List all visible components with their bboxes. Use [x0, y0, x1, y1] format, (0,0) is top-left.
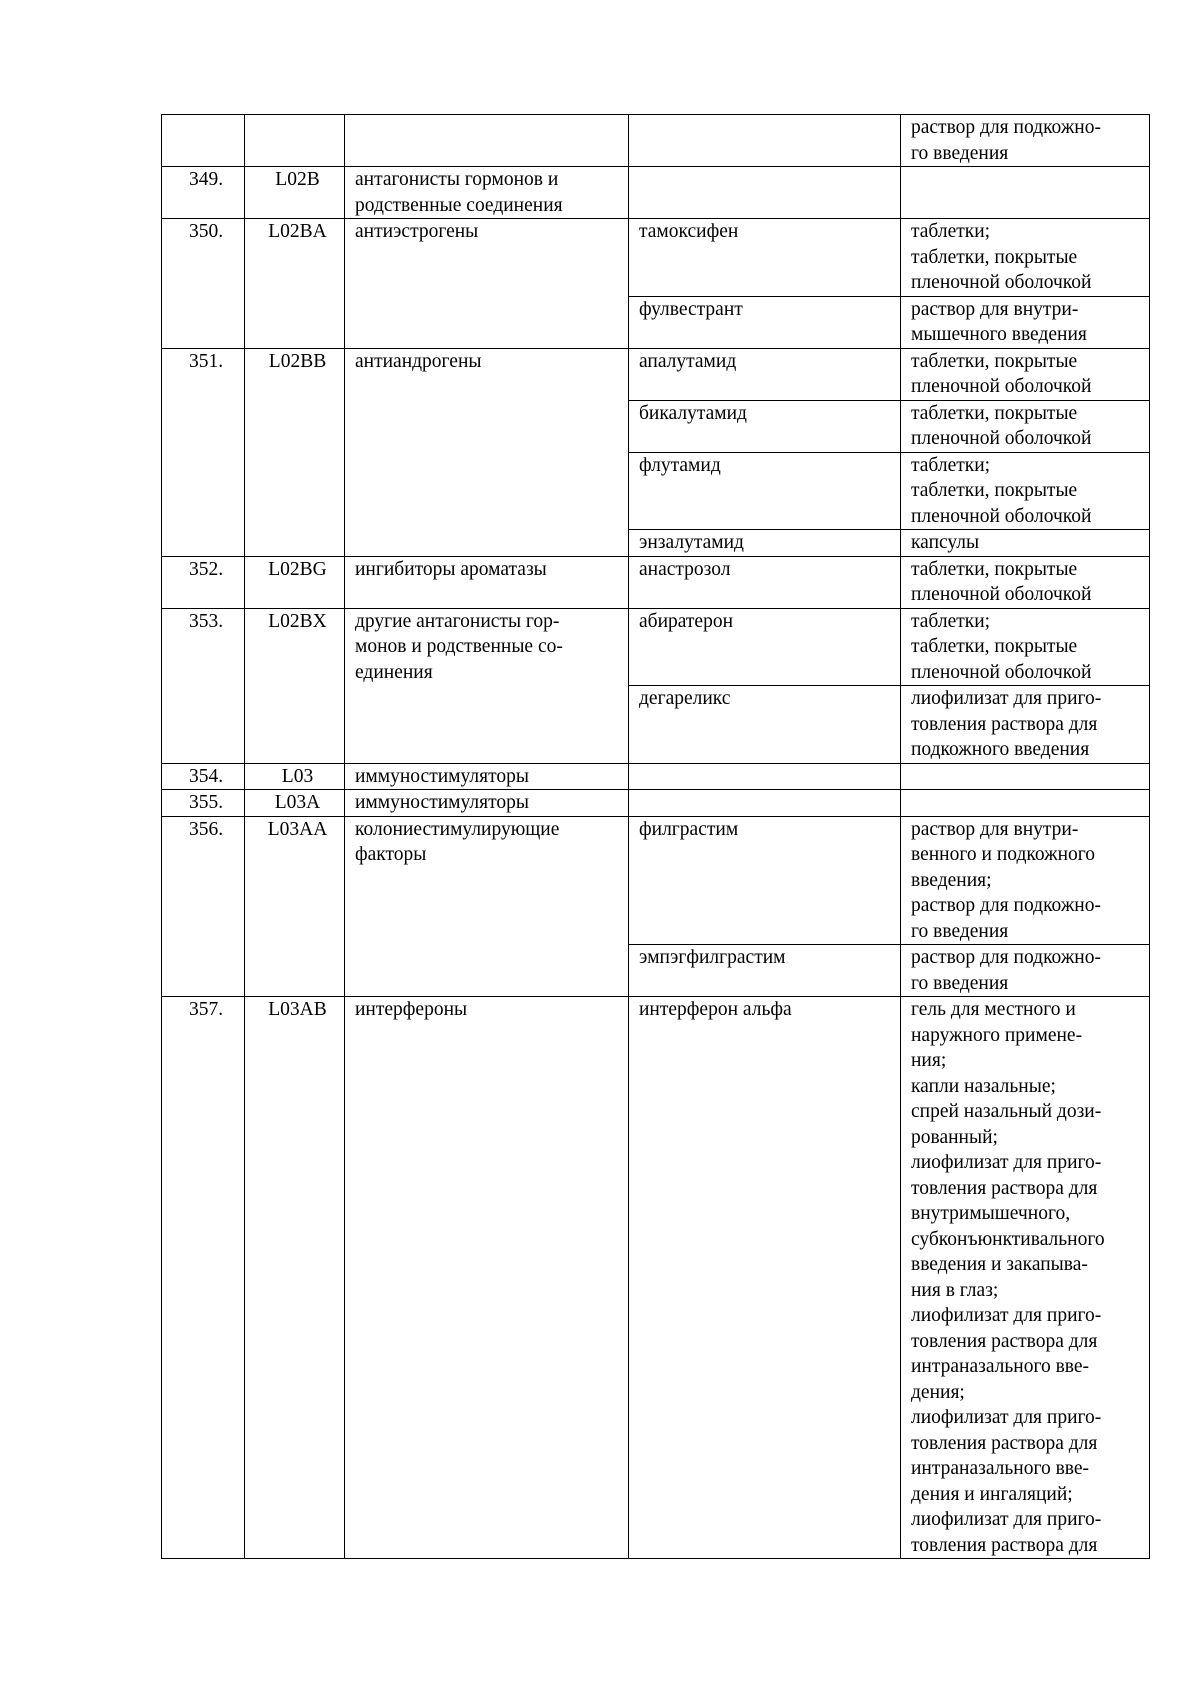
dosage-form-cell: раствор для внутри- мышечного введения [901, 296, 1150, 348]
table-row [162, 556, 1150, 608]
group-name-cell: антиандрогены [345, 348, 629, 556]
atc-code-cell: L02BB [245, 348, 345, 556]
row-number-cell: 354. [162, 763, 245, 790]
drug-name-cell: флутамид [629, 452, 901, 530]
dosage-form-cell: раствор для внутри- венного и подкожного введения; раствор для подкожно- го введения [901, 816, 1150, 945]
table-row [162, 997, 1150, 1559]
group-name-cell: колониестимулирующие факторы [345, 816, 629, 997]
dosage-form-cell: таблетки; таблетки, покрытые пленочной оболочкой [901, 219, 1150, 297]
drug-name-cell [629, 790, 901, 817]
atc-code-cell: L03AB [245, 997, 345, 1559]
drug-name-cell [629, 763, 901, 790]
atc-code-cell: L02BG [245, 556, 345, 608]
row-number-cell: 350. [162, 219, 245, 349]
atc-code-cell [245, 115, 345, 167]
group-name-cell: другие антагонисты гор- монов и родственные со- единения [345, 608, 629, 763]
dosage-form-cell: капсулы [901, 530, 1150, 557]
table-row [162, 608, 1150, 686]
row-number-cell: 357. [162, 997, 245, 1559]
group-name-cell: ингибиторы ароматазы [345, 556, 629, 608]
row-number-cell: 349. [162, 167, 245, 219]
atc-code-cell: L02BX [245, 608, 345, 763]
group-name-cell: антагонисты гормонов и родственные соединения [345, 167, 629, 219]
drug-name-cell [629, 115, 901, 167]
dosage-form-cell: таблетки, покрытые пленочной оболочкой [901, 348, 1150, 400]
atc-code-cell: L03A [245, 790, 345, 817]
table-row [162, 790, 1150, 817]
table-row [162, 763, 1150, 790]
atc-code-cell: L03 [245, 763, 345, 790]
table-row [162, 219, 1150, 297]
dosage-form-cell: таблетки, покрытые пленочной оболочкой [901, 400, 1150, 452]
drug-name-cell: анастрозол [629, 556, 901, 608]
drug-name-cell: филграстим [629, 816, 901, 945]
table-row [162, 115, 1150, 167]
drug-name-cell: фулвестрант [629, 296, 901, 348]
atc-code-cell: L02BA [245, 219, 345, 349]
table-row [162, 816, 1150, 945]
drug-name-cell: интерферон альфа [629, 997, 901, 1559]
group-name-cell: иммуностимуляторы [345, 763, 629, 790]
dosage-form-cell: раствор для подкожно- го введения [901, 115, 1150, 167]
table-row [162, 167, 1150, 219]
drug-name-cell [629, 167, 901, 219]
dosage-form-cell: раствор для подкожно- го введения [901, 945, 1150, 997]
row-number-cell: 352. [162, 556, 245, 608]
dosage-form-cell: гель для местного и наружного примене- ния; капли назальные; спрей назальный дози- рованный; лиофилизат для приго- товления раствора для внутримышечного, субконъюнктивального введения и закапыва- ния в глаз; лиофилизат для приго- товления раствора для интраназального вве- дения; лиофилизат для приго- товления раствора для интраназального вве- дения и ингаляций; лиофилизат для приго- товления раствора для [901, 997, 1150, 1559]
drug-name-cell: эмпэгфилграстим [629, 945, 901, 997]
atc-code-cell: L03AA [245, 816, 345, 997]
row-number-cell: 356. [162, 816, 245, 997]
dosage-form-cell [901, 790, 1150, 817]
drug-name-cell: абиратерон [629, 608, 901, 686]
row-number-cell: 351. [162, 348, 245, 556]
group-name-cell [345, 115, 629, 167]
group-name-cell: антиэстрогены [345, 219, 629, 349]
row-number-cell: 355. [162, 790, 245, 817]
dosage-form-cell: лиофилизат для приго- товления раствора для подкожного введения [901, 686, 1150, 764]
drug-name-cell: тамоксифен [629, 219, 901, 297]
row-number-cell: 353. [162, 608, 245, 763]
dosage-form-cell: таблетки; таблетки, покрытые пленочной оболочкой [901, 608, 1150, 686]
drug-name-cell: дегареликс [629, 686, 901, 764]
group-name-cell: интерфероны [345, 997, 629, 1559]
drug-list-table [161, 114, 1150, 1559]
drug-name-cell: энзалутамид [629, 530, 901, 557]
drug-name-cell: апалутамид [629, 348, 901, 400]
drug-name-cell: бикалутамид [629, 400, 901, 452]
dosage-form-cell [901, 167, 1150, 219]
dosage-form-cell [901, 763, 1150, 790]
group-name-cell: иммуностимуляторы [345, 790, 629, 817]
atc-code-cell: L02B [245, 167, 345, 219]
dosage-form-cell: таблетки; таблетки, покрытые пленочной оболочкой [901, 452, 1150, 530]
dosage-form-cell: таблетки, покрытые пленочной оболочкой [901, 556, 1150, 608]
row-number-cell [162, 115, 245, 167]
table-row [162, 348, 1150, 400]
